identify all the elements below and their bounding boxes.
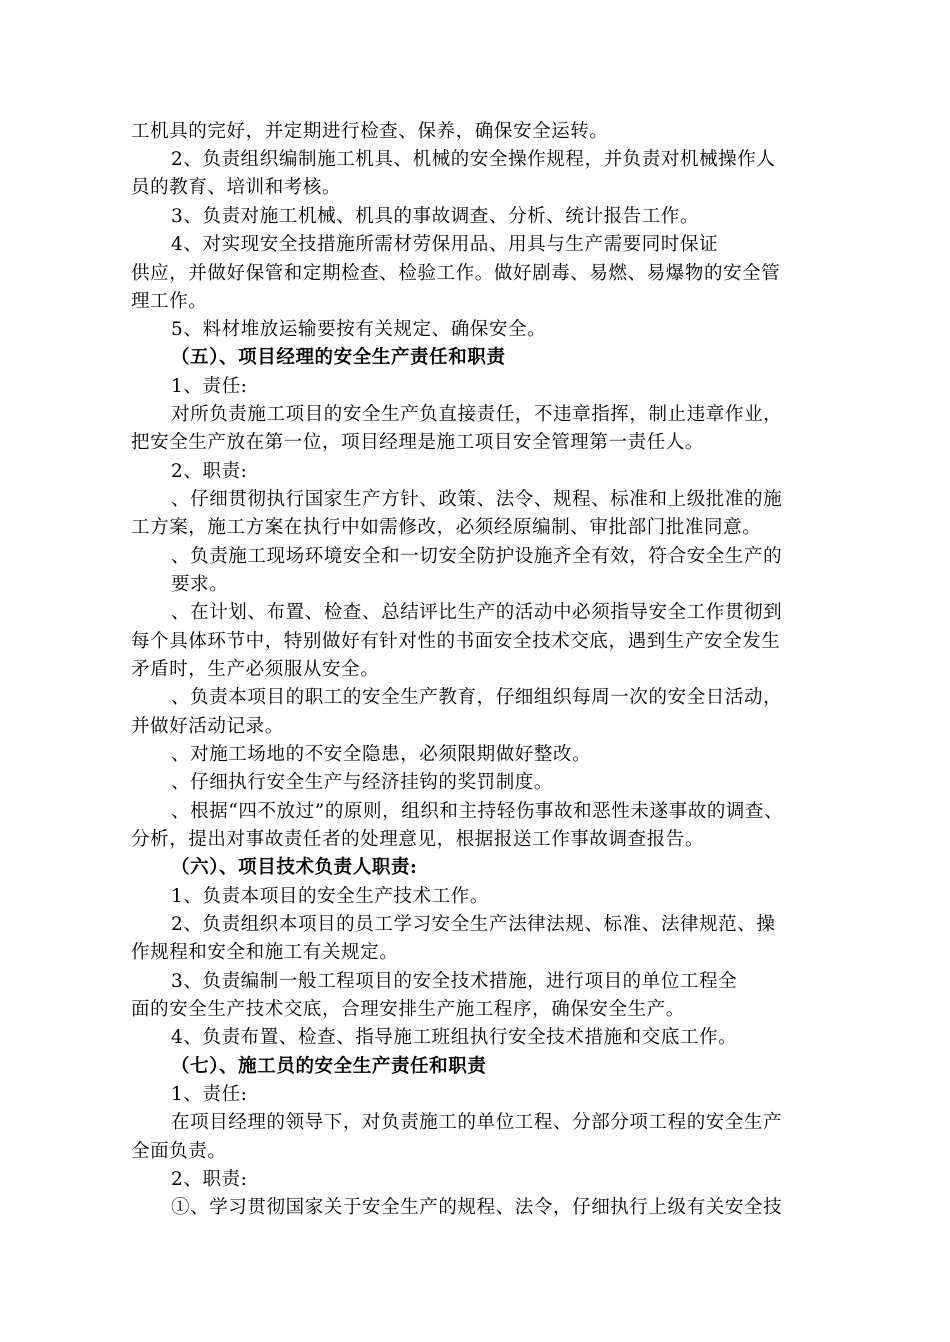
text-line: 2、负责组织本项目的员工学习安全生产法律法规、标准、法律规范、操 (171, 914, 776, 935)
text-line: 2、职责: (171, 1169, 248, 1190)
text-line: 2、负责组织编制施工机具、机械的安全操作规程，并负责对机械操作人 (171, 149, 776, 170)
text-line: 、在计划、布置、检查、总结评比生产的活动中必须指导安全工作贯彻到 (171, 602, 783, 623)
text-line: 矛盾时，生产必须服从安全。 (131, 659, 380, 680)
text-line: 并做好活动记录。 (131, 716, 284, 737)
text-line: 把安全生产放在第一位，项目经理是施工项目安全管理第一责任人。 (131, 432, 705, 453)
text-line: 1、责任: (171, 1084, 248, 1105)
text-line: 作规程和安全和施工有关规定。 (131, 942, 399, 963)
text-line: 、仔细贯彻执行国家生产方针、政策、法令、规程、标准和上级批准的施 (171, 489, 783, 510)
text-line: 、对施工场地的不安全隐患，必须限期做好整改。 (171, 744, 592, 765)
text-line: 工方案，施工方案在执行中如需修改，必须经原编制、审批部门批准同意。 (131, 517, 762, 538)
text-line: 供应，并做好保管和定期检查、检验工作。做好剧毒、易燃、易爆物的安全管 (131, 263, 781, 284)
text-line: 、根据“四不放过”的原则，组织和主持轻伤事故和恶性未遂事故的调查、 (171, 801, 784, 822)
text-line: 、负责本项目的职工的安全生产教育，仔细组织每周一次的安全日活动， (171, 687, 783, 708)
text-line: 、仔细执行安全生产与经济挂钩的奖罚制度。 (171, 772, 554, 793)
text-line: 理工作。 (131, 291, 208, 312)
section-heading: （六）、项目技术负责人职责: (171, 857, 418, 878)
text-line: 面的安全生产技术交底，合理安排生产施工程序，确保安全生产。 (131, 999, 685, 1020)
text-line: 3、负责编制一般工程项目的安全技术措施，进行项目的单位工程全 (171, 971, 738, 992)
text-line: 5、料材堆放运输要按有关规定、确保安全。 (171, 319, 547, 340)
text-line: 在项目经理的领导下，对负责施工的单位工程、分部分项工程的安全生产 (171, 1112, 783, 1133)
text-line: 工机具的完好，并定期进行检查、保养，确保安全运转。 (131, 121, 609, 142)
text-line: 、负责施工现场环境安全和一切安全防护设施齐全有效，符合安全生产的 (171, 546, 783, 567)
text-line: 4、对实现安全技措施所需材劳保用品、用具与生产需要同时保证 (171, 234, 719, 255)
section-heading: （七）、施工员的安全生产责任和职责 (171, 1056, 487, 1077)
text-line: 对所负责施工项目的安全生产负直接责任，不违章指挥，制止违章作业， (171, 404, 783, 425)
section-heading: （五）、项目经理的安全生产责任和职责 (171, 347, 506, 368)
text-line: 员的教育、培训和考核。 (131, 177, 342, 198)
text-line: 3、负责对施工机械、机具的事故调查、分析、统计报告工作。 (171, 206, 700, 227)
text-line: 2、职责: (171, 461, 248, 482)
text-line: 全面负责。 (131, 1141, 227, 1162)
text-line: 分析，提出对事故责任者的处理意见，根据报送工作事故调查报告。 (131, 829, 705, 850)
text-line: 要求。 (171, 574, 229, 595)
text-line: 每个具体环节中，特别做好有针对性的书面安全技术交底，遇到生产安全发生 (131, 631, 781, 652)
text-line: ①、学习贯彻国家关于安全生产的规程、法令，仔细执行上级有关安全技 (171, 1197, 783, 1218)
text-line: 1、责任: (171, 376, 248, 397)
text-line: 4、负责布置、检查、指导施工班组执行安全技术措施和交底工作。 (171, 1027, 738, 1048)
text-line: 1、负责本项目的安全生产技术工作。 (171, 886, 489, 907)
